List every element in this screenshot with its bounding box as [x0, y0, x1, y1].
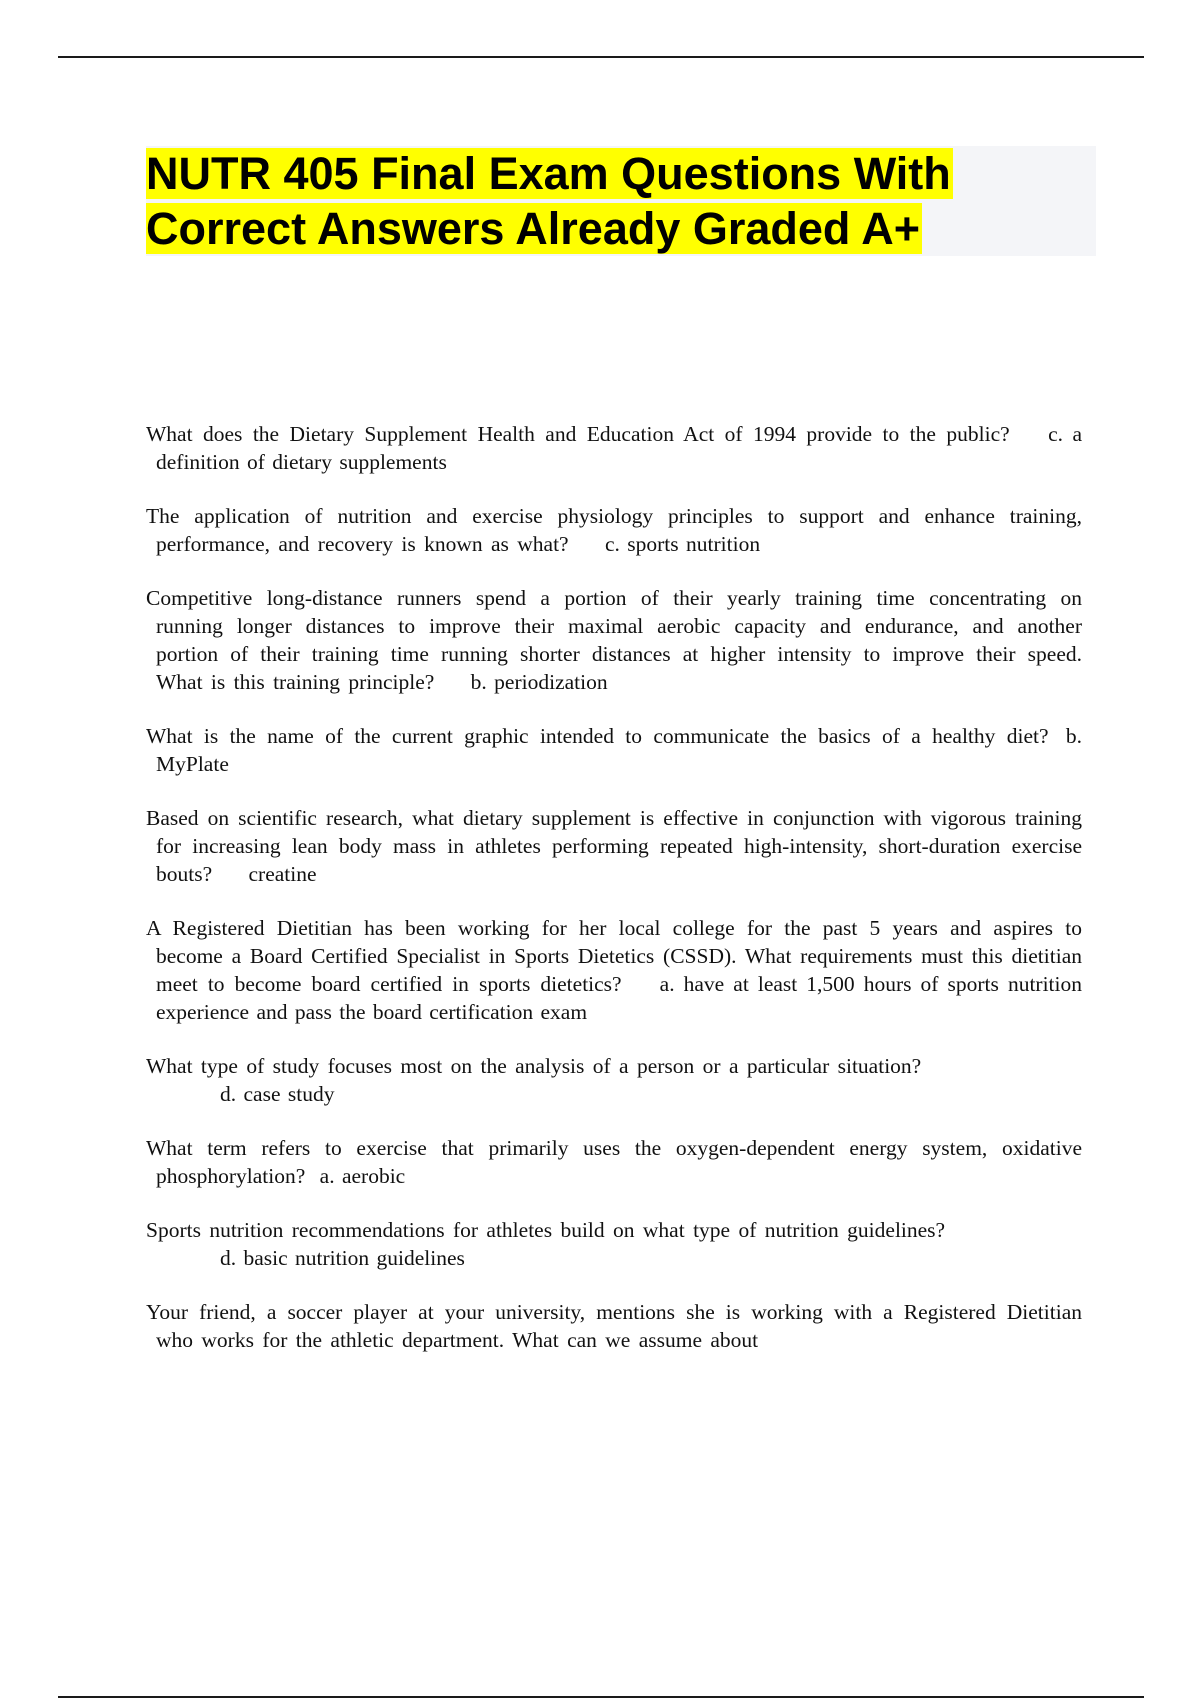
answer-text: creatine	[248, 862, 317, 886]
question-text: Based on scientific research, what dietary supplement is effective in conjunction with vigorous training for increasing lean body mass in athletes performing repeated high-intensity, short-duration exercise bouts?	[146, 806, 1082, 886]
question-text: The application of nutrition and exercise physiology principles to support and enhance training, performance, and recovery is known as what?	[146, 504, 1082, 556]
question-text: What type of study focuses most on the analysis of a person or a particular situation?	[146, 1054, 922, 1078]
bottom-rule	[58, 1696, 1144, 1698]
qa-item	[146, 1134, 1082, 1190]
question-text: What term refers to exercise that primarily uses the oxygen-dependent energy system, oxidative phosphorylation?	[146, 1136, 1082, 1188]
answer-text: b. MyPlate	[156, 724, 1082, 776]
question-text: What does the Dietary Supplement Health and Education Act of 1994 provide to the public?	[146, 422, 1010, 446]
qa-item	[146, 1298, 1082, 1354]
answer-text: d. basic nutrition guidelines	[220, 1246, 465, 1270]
answer-text: a. aerobic	[319, 1164, 406, 1188]
answer-text: c. a definition of dietary supplements	[156, 422, 1082, 474]
qa-item	[146, 502, 1082, 558]
question-text: A Registered Dietitian has been working for her local college for the past 5 years and aspires to become a Board Certified Specialist in Sports Dietetics (CSSD). What requirements must this dietitian meet to become board certified in sports dietetics?	[146, 916, 1082, 996]
qa-item	[146, 420, 1082, 476]
qa-item	[146, 804, 1082, 888]
title-line-2: Correct Answers Already Graded A+	[146, 203, 921, 254]
question-text: Your friend, a soccer player at your university, mentions she is working with a Registered Dietitian who works for the athletic department. What can we assume about	[146, 1300, 1082, 1352]
qa-item	[146, 1216, 1082, 1272]
question-text: What is the name of the current graphic intended to communicate the basics of a healthy diet?	[146, 724, 1049, 748]
top-rule	[58, 56, 1144, 58]
qa-item	[146, 722, 1082, 778]
qa-item	[146, 914, 1082, 1026]
qa-item	[146, 584, 1082, 696]
question-text: Sports nutrition recommendations for athletes build on what type of nutrition guidelines?	[146, 1218, 946, 1242]
qa-item	[146, 1052, 1082, 1108]
answer-text: d. case study	[220, 1082, 335, 1106]
title-line-1: NUTR 405 Final Exam Questions With	[146, 148, 951, 199]
answer-text: a. have at least 1,500 hours of sports nutrition experience and pass the board certification exam	[156, 972, 1083, 1024]
qa-list	[146, 420, 1082, 1380]
page-title	[146, 146, 1096, 256]
answer-text: b. periodization	[470, 670, 608, 694]
answer-text: c. sports nutrition	[604, 532, 761, 556]
question-text: Competitive long-distance runners spend a portion of their yearly training time concentrating on running longer distances to improve their maximal aerobic capacity and endurance, and another portion of their training time running shorter distances at higher intensity to improve their speed. What is this training principle?	[146, 586, 1082, 694]
